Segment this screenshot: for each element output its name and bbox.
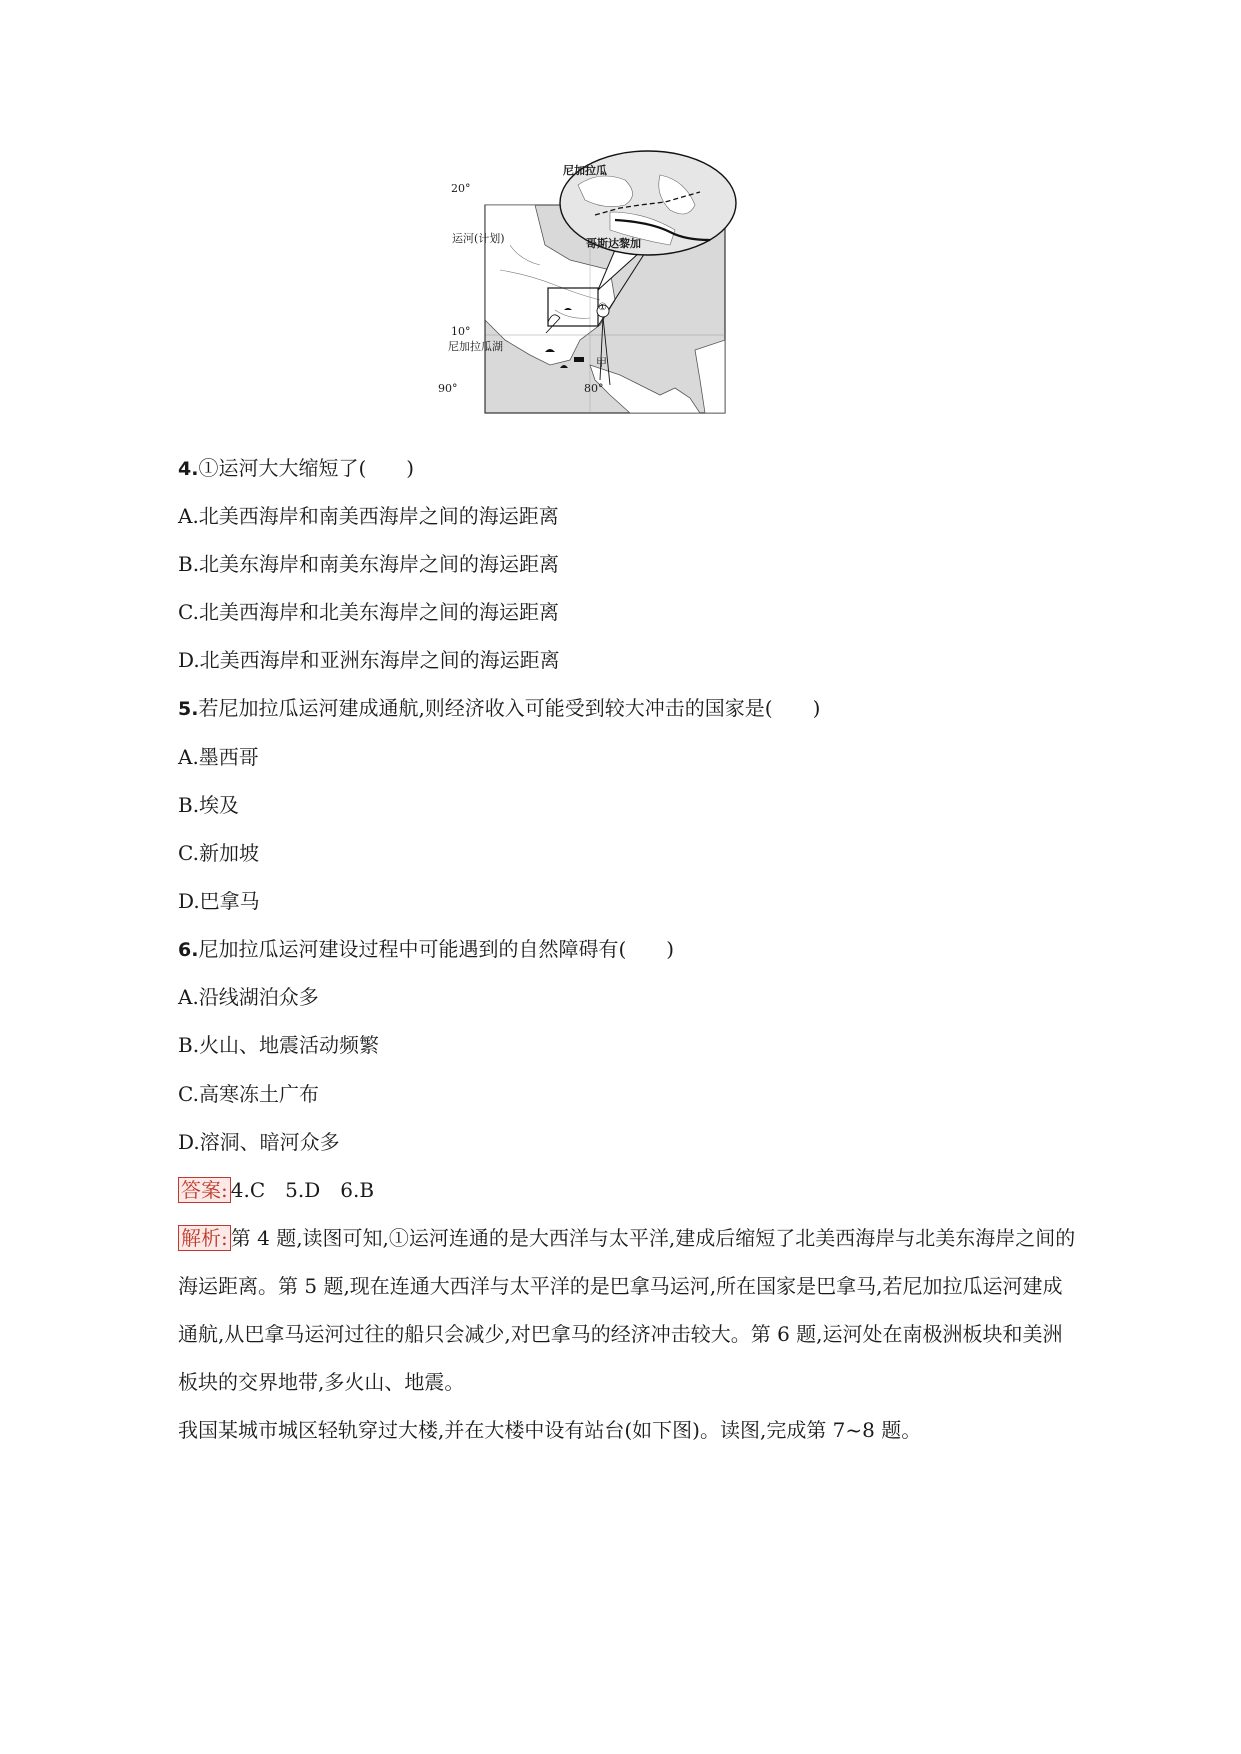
option-c: C.新加坡 (178, 841, 259, 865)
analysis-paragraph (178, 1214, 1078, 1406)
option-a: A.沿线湖泊众多 (178, 985, 319, 1009)
question-stem: 尼加拉瓜运河建设过程中可能遇到的自然障碍有( ) (198, 937, 675, 961)
answer-line (178, 1176, 374, 1204)
question-stem: ①运河大大缩短了( ) (198, 456, 415, 480)
option-d: D.巴拿马 (178, 889, 260, 913)
map-figure (438, 150, 750, 446)
option-d: D.溶洞、暗河众多 (178, 1130, 340, 1154)
lon-80-label: 80° (584, 382, 604, 395)
canal-1-label: ① (598, 302, 607, 313)
option-a: A.墨西哥 (178, 745, 259, 769)
question-stem: 若尼加拉瓜运河建成通航,则经济收入可能受到较大冲击的国家是( ) (198, 696, 821, 720)
lon-90-label: 90° (438, 382, 458, 395)
analysis-text: 第 4 题,读图可知,①运河连通的是大西洋与太平洋,建成后缩短了北美西海岸与北美东海岸之间的海运距离。第 5 题,现在连通大西洋与太平洋的是巴拿马运河,所在国家是巴拿马,若尼加拉瓜运河建成通航,从巴拿马运河过往的船只会减少,对巴拿马的经济冲击较大。第 6 题,运河处在南极洲板块和美洲板块的交界地带,多火山、地震。 (178, 1226, 1076, 1394)
costa-rica-label: 哥斯达黎加 (586, 237, 641, 250)
option-d: D.北美西海岸和亚洲东海岸之间的海运距离 (178, 648, 560, 672)
question-number: 5. (178, 698, 199, 720)
question-5 (178, 694, 820, 723)
analysis-label: 解析: (178, 1225, 231, 1251)
jia-label: 甲 (596, 356, 607, 369)
question-4 (178, 454, 414, 483)
option-c: C.北美西海岸和北美东海岸之间的海运距离 (178, 600, 559, 624)
canal-plan-label: 运河(计划) (452, 232, 505, 245)
lat-10-label: 10° (451, 325, 471, 338)
lat-20-label: 20° (451, 182, 471, 195)
intro-text: 我国某城市城区轻轨穿过大楼,并在大楼中设有站台(如下图)。读图,完成第 7~8 题。 (178, 1418, 922, 1442)
question-number: 4. (178, 458, 199, 480)
answer-text: 4.C 5.D 6.B (230, 1178, 375, 1202)
nicaragua-label: 尼加拉瓜 (563, 164, 607, 177)
option-c: C.高寒冻土广布 (178, 1082, 319, 1106)
question-number: 6. (178, 939, 199, 961)
lake-label: 尼加拉瓜湖 (448, 340, 503, 353)
question-6 (178, 935, 674, 964)
option-b: B.埃及 (178, 793, 240, 817)
option-b: B.北美东海岸和南美东海岸之间的海运距离 (178, 552, 560, 576)
option-b: B.火山、地震活动频繁 (178, 1033, 380, 1057)
option-a: A.北美西海岸和南美西海岸之间的海运距离 (178, 504, 559, 528)
answer-label: 答案: (178, 1177, 231, 1203)
